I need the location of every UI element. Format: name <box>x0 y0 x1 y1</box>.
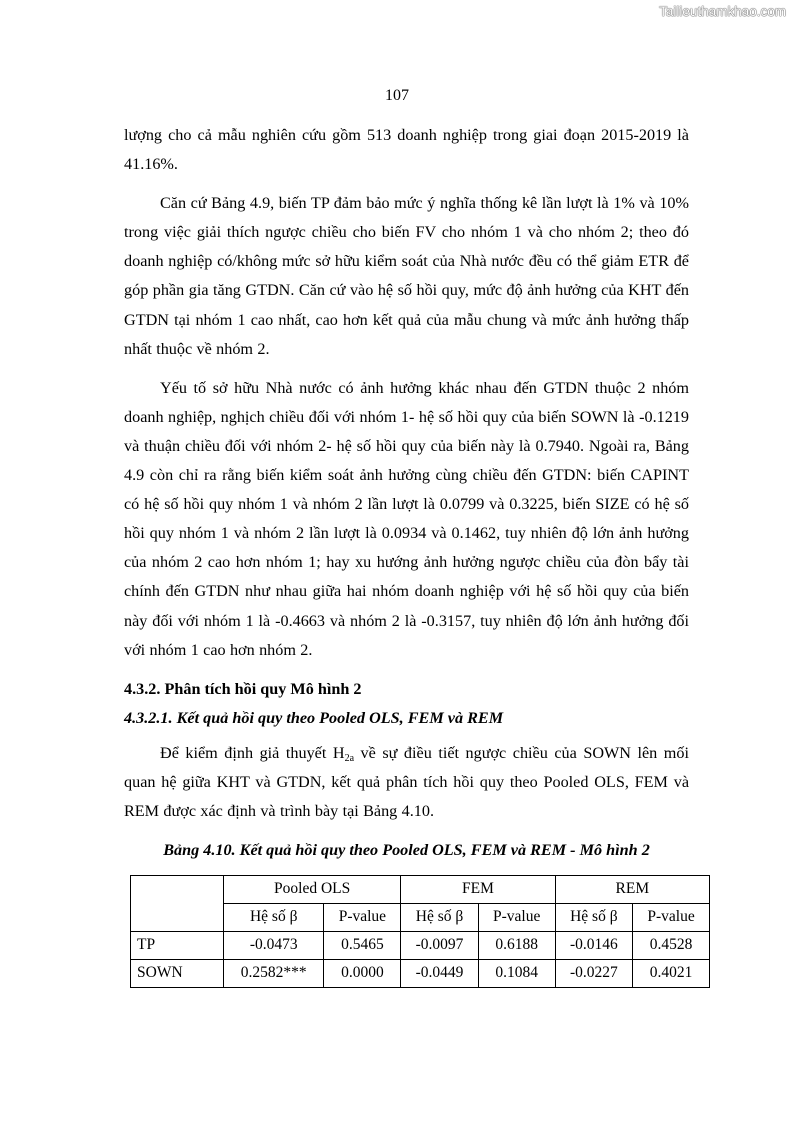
table-cell: -0.0097 <box>401 931 478 959</box>
table-cell: 0.6188 <box>478 931 555 959</box>
regression-results-table <box>130 875 710 988</box>
table-subheader: Hệ số β <box>224 903 324 931</box>
hypothesis-text-before: Để kiểm định giả thuyết H <box>160 743 345 762</box>
hypothesis-text-after: về sự điều tiết ngược chiều của SOWN lên mối quan hệ giữa KHT và GTDN, kết quả phân tích hồi quy theo Pooled OLS, FEM và REM được xác định và trình bày tại Bảng 4.10. <box>124 743 689 820</box>
table-cell: 0.0000 <box>324 959 401 987</box>
table-cell: 0.4528 <box>633 931 710 959</box>
table-subheader: P-value <box>633 903 710 931</box>
table-row-label: TP <box>131 931 224 959</box>
page-number: 107 <box>385 87 409 104</box>
table-cell: -0.0473 <box>224 931 324 959</box>
table-subheader: P-value <box>324 903 401 931</box>
table-row <box>131 959 710 987</box>
table-group-header: Pooled OLS <box>224 875 401 903</box>
table-row-label: SOWN <box>131 959 224 987</box>
table-cell: 0.4021 <box>633 959 710 987</box>
table-subheader: P-value <box>478 903 555 931</box>
section-heading: 4.3.2. Phân tích hồi quy Mô hình 2 <box>124 679 362 698</box>
table-row <box>131 931 710 959</box>
watermark: Tailieuthamkhao.com <box>659 4 786 19</box>
table-subheader: Hệ số β <box>401 903 478 931</box>
paragraph-hypothesis <box>124 739 689 826</box>
paragraph-state-ownership: Yếu tố sở hữu Nhà nước có ảnh hưởng khác nhau đến GTDN thuộc 2 nhóm doanh nghiệp, nghịch chiều đối với nhóm 1- hệ số hồi quy của biến SOWN là -0.1219 và thuận chiều đối với nhóm 2- hệ số hồi quy của biến này là 0.7940. Ngoài ra, Bảng 4.9 còn chỉ ra rằng biến kiểm soát ảnh hưởng cùng chiều đến GTDN: biến CAPINT có hệ số hồi quy nhóm 1 và nhóm 2 lần lượt là 0.0799 và 0.3225, biến SIZE có hệ số hồi quy nhóm 1 và nhóm 2 lần lượt là 0.0934 và 0.1462, tuy nhiên độ lớn ảnh hưởng của nhóm 2 cao hơn nhóm 1; hay xu hướng ảnh hưởng ngược chiều của đòn bẩy tài chính đến GTDN như nhau giữa hai nhóm doanh nghiệp với hệ số hồi quy của biến này đối với nhóm 1 là -0.4663 và nhóm 2 là -0.3157, tuy nhiên độ lớn ảnh hưởng đối với nhóm 1 cao hơn nhóm 2. <box>124 378 689 659</box>
table-group-header: FEM <box>401 875 555 903</box>
table-subheader: Hệ số β <box>555 903 632 931</box>
table-header-row <box>131 875 710 903</box>
table-cell: -0.0146 <box>555 931 632 959</box>
table-cell: 0.1084 <box>478 959 555 987</box>
paragraph-continuation: lượng cho cả mẫu nghiên cứu gồm 513 doanh nghiệp trong giai đoạn 2015-2019 là 41.16%. <box>124 126 689 174</box>
table-cell: 0.5465 <box>324 931 401 959</box>
table-corner-cell <box>131 875 224 931</box>
table-cell: -0.0449 <box>401 959 478 987</box>
document-body <box>124 121 695 988</box>
paragraph-table-4-9-analysis: Căn cứ Bảng 4.9, biến TP đảm bảo mức ý nghĩa thống kê lần lượt là 1% và 10% trong việc giải thích ngược chiều cho biến FV cho nhóm 1 và cho nhóm 2; theo đó doanh nghiệp có/không mức sở hữu kiểm soát của Nhà nước đều có thể giảm ETR để góp phần gia tăng GTDN. Căn cứ vào hệ số hồi quy, mức độ ảnh hưởng của KHT đến GTDN tại nhóm 1 cao nhất, cao hơn kết quả của mẫu chung và mức ảnh hưởng thấp nhất thuộc về nhóm 2. <box>124 194 689 358</box>
hypothesis-subscript: 2a <box>344 752 355 764</box>
table-cell: 0.2582*** <box>224 959 324 987</box>
subsection-heading: 4.3.2.1. Kết quả hồi quy theo Pooled OLS, FEM và REM <box>124 708 504 727</box>
table-group-header: REM <box>555 875 709 903</box>
table-cell: -0.0227 <box>555 959 632 987</box>
table-caption: Bảng 4.10. Kết quả hồi quy theo Pooled OLS, FEM và REM - Mô hình 2 <box>163 840 650 859</box>
